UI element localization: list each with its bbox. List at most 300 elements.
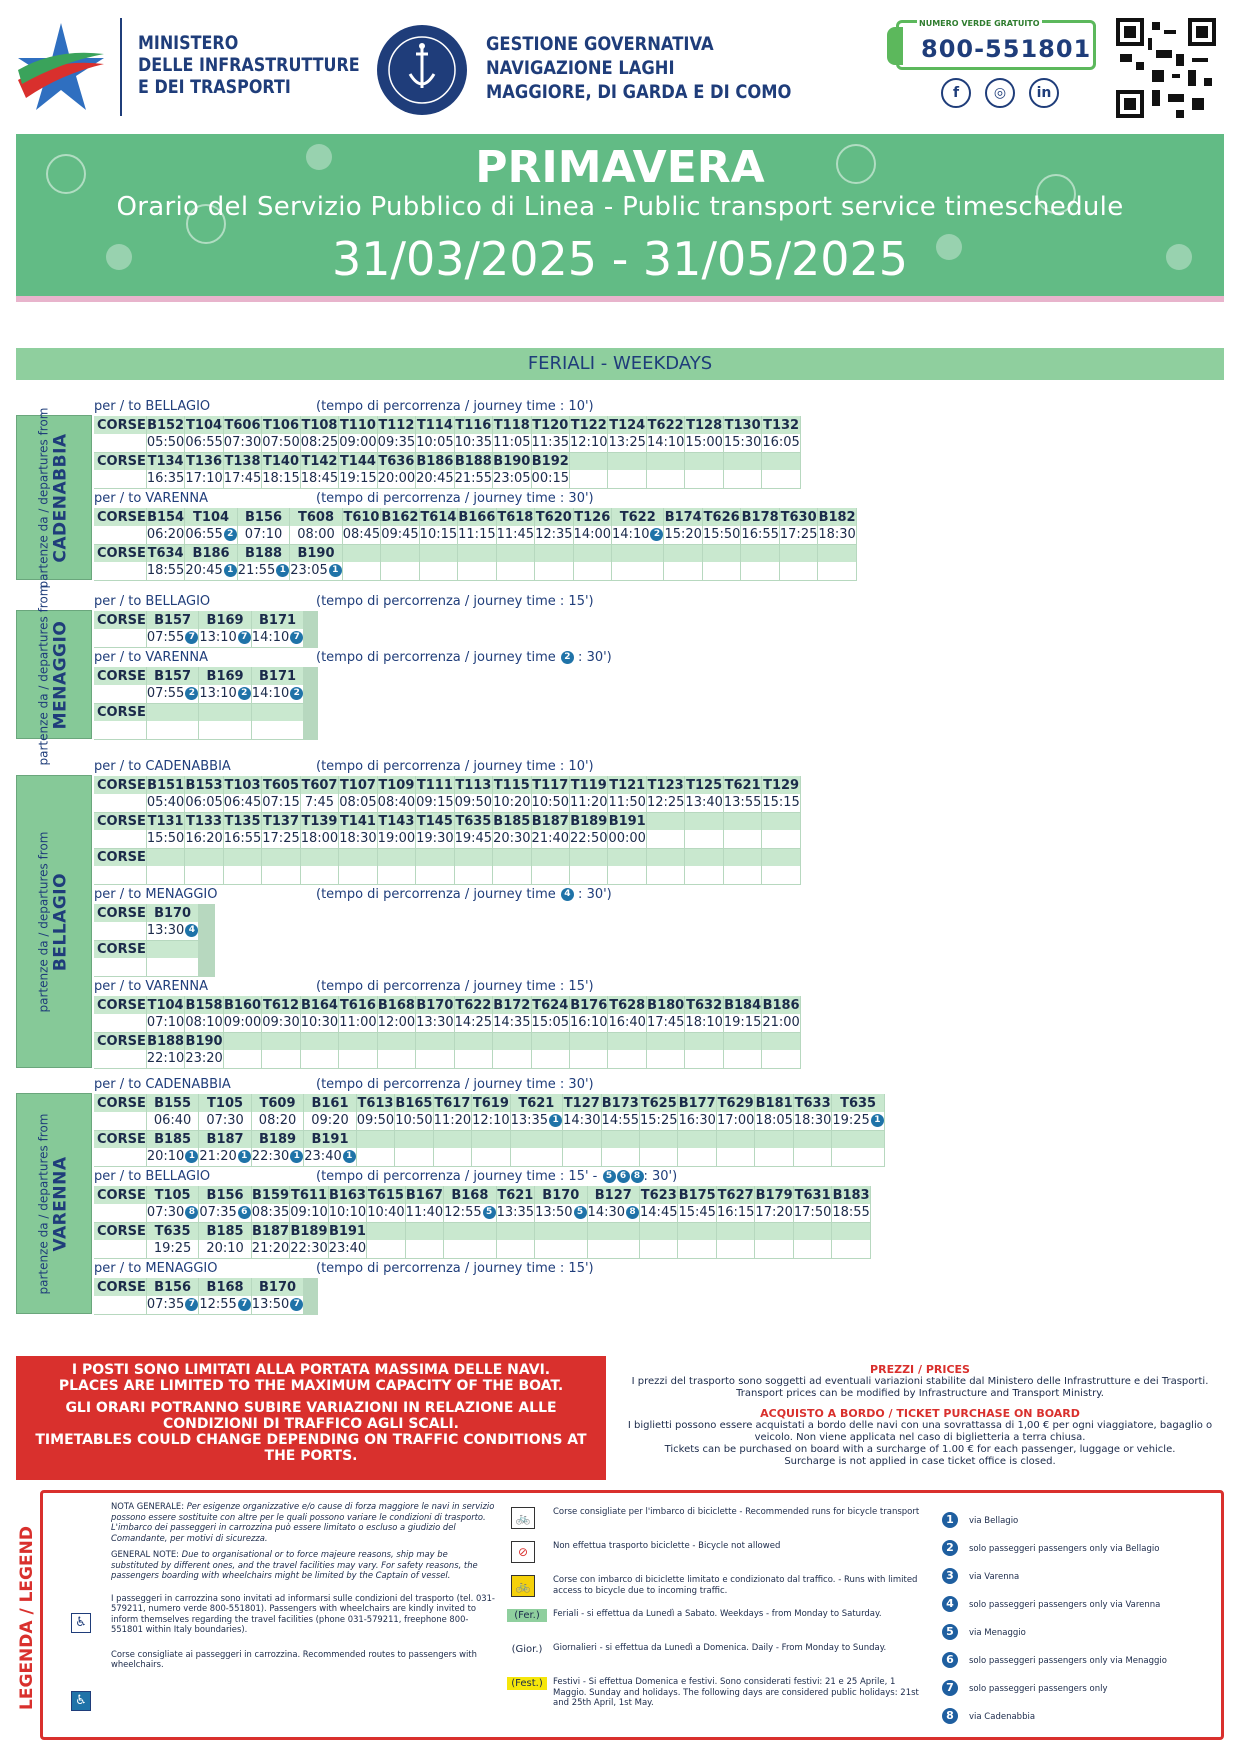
run-code: T606 — [224, 417, 261, 433]
run-code: B190 — [493, 453, 531, 469]
run-code — [723, 452, 761, 470]
facebook-icon[interactable]: f — [941, 78, 971, 108]
run-code — [608, 848, 646, 866]
departure-time — [608, 470, 646, 488]
run-code: B188 — [237, 544, 289, 562]
departure-time: 20:10 — [199, 1240, 251, 1258]
run-code — [832, 1130, 884, 1148]
run-code — [339, 848, 377, 866]
run-code: T629 — [717, 1095, 754, 1111]
departure-time: 10:50 — [395, 1113, 433, 1129]
qr-code[interactable] — [1116, 18, 1216, 118]
giornalieri-tag: (Gior.) — [511, 1644, 543, 1655]
departure-time: 11:00 — [339, 1015, 377, 1031]
run-code: T143 — [378, 813, 415, 829]
departure-time: 14:10 7 — [251, 629, 303, 647]
run-code: B191 — [304, 1130, 356, 1148]
route-note-badge: 5 — [603, 1170, 616, 1183]
departure-time: 11:35 — [531, 435, 570, 451]
run-code — [587, 1222, 639, 1240]
run-code: T125 — [686, 777, 723, 793]
run-code — [496, 1222, 534, 1240]
row-label: CORSE — [94, 611, 146, 629]
run-code: T120 — [532, 417, 569, 433]
company-name: GESTIONE GOVERNATIVA NAVIGAZIONE LAGHI MAGGIORE, DI GARDA E DI COMO — [486, 33, 792, 103]
run-code: T123 — [647, 777, 684, 793]
departure-time — [377, 1050, 415, 1068]
run-code: B170 — [251, 1278, 303, 1296]
departure-time: 18:05 — [755, 1113, 793, 1129]
route-note-badge: 7 — [185, 631, 198, 644]
run-code: T607 — [301, 777, 338, 793]
timetable-grid — [94, 508, 857, 581]
departure-time: 17:00 — [716, 1113, 755, 1129]
departure-time: 16:35 — [146, 471, 185, 487]
run-code: T631 — [794, 1187, 831, 1203]
departure-time: 22:30 — [290, 1241, 328, 1257]
route-heading: per / to BELLAGIO (tempo di percorrenza / journey time : 15') — [94, 594, 594, 609]
departure-time: 18:00 — [300, 831, 339, 847]
departure-time — [570, 1050, 608, 1068]
route-note-badge: 1 — [185, 1150, 198, 1163]
run-code: B161 — [304, 1094, 356, 1112]
departure-time: 12:25 — [646, 795, 685, 811]
departure-time: 07:15 — [262, 795, 300, 811]
run-code — [405, 1222, 443, 1240]
run-code: T122 — [570, 417, 607, 433]
run-code — [395, 1130, 433, 1148]
run-code: T622 — [612, 508, 664, 526]
row-label: CORSE — [94, 904, 146, 922]
run-code: T106 — [262, 417, 299, 433]
departure-time — [678, 1148, 716, 1166]
departure-time: 14:30 — [563, 1113, 601, 1129]
run-code — [755, 1130, 793, 1148]
toll-free-number[interactable]: NUMERO VERDE GRATUITO 800-551801 — [896, 20, 1096, 70]
route-note-badge: 7 — [238, 1298, 251, 1311]
departure-time — [395, 1148, 433, 1166]
timetable-grid — [94, 667, 318, 740]
row-label: CORSE — [94, 1094, 146, 1112]
run-code: T111 — [416, 777, 453, 793]
route-note-badge: 6 — [238, 1206, 251, 1219]
run-code: T118 — [493, 417, 530, 433]
run-code — [454, 1032, 492, 1050]
run-code: T623 — [640, 1187, 677, 1203]
departure-time: 20:00 — [377, 471, 416, 487]
run-code — [146, 703, 198, 721]
run-code — [377, 848, 415, 866]
run-code: B151 — [147, 777, 185, 793]
run-code: B186 — [416, 453, 454, 469]
departure-time: 09:45 — [381, 527, 419, 543]
departure-time: 11:20 — [570, 795, 608, 811]
departure-time — [678, 1240, 716, 1258]
run-code: T621 — [510, 1094, 562, 1112]
departure-time: 09:35 — [377, 435, 416, 451]
run-code — [300, 848, 338, 866]
run-code — [199, 703, 251, 721]
departure-time: 13:50 7 — [251, 1296, 303, 1314]
run-code: T634 — [147, 545, 184, 561]
departure-time — [563, 1148, 601, 1166]
departure-time: 19:00 — [377, 831, 416, 847]
run-code — [640, 1130, 678, 1148]
run-code: T626 — [703, 509, 740, 525]
timetable-grid — [94, 611, 318, 648]
run-code — [723, 848, 761, 866]
departure-time — [214, 922, 215, 940]
run-code — [762, 812, 800, 830]
departure-time — [317, 685, 318, 703]
departure-time: 07:30 — [223, 435, 262, 451]
run-code: B163 — [328, 1187, 366, 1203]
departure-time: 13:35 1 — [510, 1112, 562, 1130]
run-code: T619 — [472, 1095, 509, 1111]
departure-time — [793, 1240, 831, 1258]
route-note-badge: 1 — [343, 1150, 356, 1163]
run-code: B153 — [185, 777, 223, 793]
run-code — [185, 848, 223, 866]
departure-time — [755, 1148, 793, 1166]
run-code: T613 — [357, 1095, 394, 1111]
departure-time — [755, 1240, 793, 1258]
run-code: T620 — [535, 509, 572, 525]
departure-time — [381, 562, 419, 580]
festivi-tag: (Fest.) — [507, 1677, 547, 1690]
departure-time — [818, 562, 856, 580]
departure-time: 18:55 — [146, 563, 185, 579]
run-code: T138 — [224, 453, 261, 469]
departure-time — [608, 1050, 646, 1068]
run-code: T103 — [224, 777, 261, 793]
departure-time — [472, 1148, 510, 1166]
departure-time: 15:00 — [685, 435, 723, 451]
run-code — [716, 1222, 754, 1240]
row-label: CORSE — [94, 667, 146, 685]
season-dates: 31/03/2025 - 31/05/2025 — [331, 232, 909, 286]
run-code: T105 — [199, 1094, 251, 1112]
run-code: B180 — [647, 997, 685, 1013]
run-code — [685, 812, 723, 830]
departure-time: 08:20 — [251, 1112, 303, 1130]
run-code: B171 — [251, 611, 303, 629]
run-code: T116 — [455, 417, 492, 433]
run-code — [570, 1032, 608, 1050]
run-code — [762, 848, 800, 866]
run-code: B159 — [252, 1187, 290, 1203]
run-code: T141 — [339, 813, 376, 829]
route-note-badge: 8 — [185, 1206, 198, 1219]
run-code: B170 — [146, 904, 198, 922]
departure-time — [146, 958, 198, 976]
departure-time: 09:15 — [416, 795, 454, 811]
run-code: B156 — [199, 1186, 251, 1204]
run-code: T615 — [367, 1187, 404, 1203]
run-code — [640, 1222, 678, 1240]
run-code — [723, 1032, 761, 1050]
run-code — [416, 848, 454, 866]
departure-time: 14:10 2 — [612, 526, 664, 544]
departure-time — [601, 1148, 639, 1166]
run-code: T622 — [455, 997, 492, 1013]
departure-port-label: partenze da / departures from VARENNA — [16, 1093, 92, 1314]
departure-time: 17:25 — [779, 527, 818, 543]
run-code — [678, 1222, 716, 1240]
timetable-grid — [94, 1278, 318, 1315]
departure-time: 09:00 — [339, 435, 377, 451]
run-code — [612, 544, 664, 562]
route-heading: per / to VARENNA (tempo di percorrenza / journey time : 15') — [94, 979, 594, 994]
route-note-badge: 8 — [626, 1206, 639, 1219]
departure-time — [646, 470, 684, 488]
departure-time — [493, 866, 531, 884]
no-bicycle-icon: ⊘ — [511, 1541, 535, 1563]
departure-time — [646, 866, 684, 884]
departure-time: 09:20 — [304, 1112, 356, 1130]
departure-time — [685, 830, 723, 848]
departure-time: 15:45 — [678, 1205, 716, 1221]
row-label: CORSE — [94, 776, 146, 794]
run-code: T622 — [647, 417, 684, 433]
departure-time: 23:20 — [185, 1051, 223, 1067]
departure-time: 08:35 — [251, 1205, 290, 1221]
route-note-badge: 5 — [483, 1206, 496, 1219]
run-code: B127 — [587, 1186, 639, 1204]
prices-info: PREZZI / PRICES I prezzi del trasporto sono soggetti ad eventuali variazioni stabilite dal Ministero delle Infrastrutture e dei Trasporti. Transport prices can be modified by Infrastructure and Transport Ministry. ACQUISTO A BORDO / TICKET PURCHASE ON BOARD I biglietti possono essere acquistati a bordo delle navi con una sovrattassa di 1,00 € per ogni viaggiatore, bagaglio o veicolo. Non viene applicata nel caso di biglietteria a terra chiusa. Tickets can be purchased on board with a surcharge of 1.00 € for each passenger, luggage or vehicle. Surcharge is not applied in case ticket office is closed. — [627, 1363, 1213, 1467]
departure-time: 18:15 — [262, 471, 300, 487]
departure-time: 16:15 — [716, 1205, 755, 1221]
row-label: CORSE — [94, 996, 146, 1014]
run-code — [531, 848, 569, 866]
weekdays-heading: FERIALI - WEEKDAYS — [16, 348, 1224, 380]
departure-time — [458, 562, 496, 580]
departure-time: 16:10 — [570, 1015, 608, 1031]
run-code: B184 — [724, 997, 762, 1013]
run-code: T145 — [416, 813, 453, 829]
run-code: B156 — [237, 508, 289, 526]
departure-time: 06:45 — [223, 795, 262, 811]
departure-time — [832, 1240, 870, 1258]
departure-time: 7:45 — [300, 794, 338, 812]
run-code: T136 — [186, 453, 223, 469]
departure-time: 14:55 — [601, 1113, 640, 1129]
departure-time — [214, 958, 215, 976]
row-label: CORSE — [94, 1186, 146, 1204]
route-note-badge: 2 — [290, 687, 303, 700]
timetable-grid — [94, 1094, 885, 1167]
run-code — [793, 1222, 831, 1240]
route-note-badge: 7 — [185, 1298, 198, 1311]
timetable-grid — [94, 904, 215, 977]
departure-time: 08:40 — [377, 795, 416, 811]
departure-time — [723, 1050, 761, 1068]
run-code: T616 — [339, 997, 376, 1013]
departure-time: 19:25 1 — [832, 1112, 884, 1130]
departure-time: 07:10 — [237, 526, 289, 544]
run-code — [317, 667, 318, 685]
departure-time — [640, 1148, 678, 1166]
ministry-star-logo — [16, 18, 106, 118]
run-code: B167 — [405, 1187, 443, 1203]
run-code — [262, 1032, 300, 1050]
departure-time: 15:30 — [723, 435, 762, 451]
run-code — [535, 1222, 587, 1240]
departure-time: 11:05 — [493, 435, 531, 451]
departure-time: 14:25 — [454, 1015, 493, 1031]
run-code — [223, 1032, 261, 1050]
departure-time — [762, 830, 800, 848]
run-code: B188 — [147, 1033, 185, 1049]
departure-time — [587, 1240, 639, 1258]
run-code: B155 — [146, 1094, 198, 1112]
departure-time: 11:20 — [433, 1113, 472, 1129]
departure-time — [185, 866, 223, 884]
run-code: B192 — [531, 453, 569, 469]
wheelchair-recommended-icon: ♿ — [71, 1691, 91, 1711]
run-code: B157 — [146, 667, 198, 685]
run-code: T610 — [343, 509, 380, 525]
run-code: B187 — [531, 813, 569, 829]
navigazione-seal-logo — [376, 24, 468, 116]
run-code: T105 — [146, 1186, 198, 1204]
departure-time: 12:55 7 — [199, 1296, 251, 1314]
run-code: B182 — [818, 509, 856, 525]
departure-time: 15:20 — [664, 527, 702, 543]
departure-time — [570, 866, 608, 884]
departure-time: 20:45 — [416, 471, 454, 487]
run-code — [535, 544, 573, 562]
departure-time: 00:15 — [531, 471, 570, 487]
run-code: B185 — [199, 1222, 251, 1240]
departure-time: 19:30 — [416, 831, 454, 847]
departure-time: 18:55 — [832, 1205, 870, 1221]
linkedin-icon[interactable]: in — [1029, 78, 1059, 108]
run-code: T104 — [186, 417, 223, 433]
route-note-badge: 2 — [238, 687, 251, 700]
row-label: CORSE — [94, 940, 146, 958]
route-note-badge: 1 — [238, 1150, 251, 1163]
route-heading: per / to BELLAGIO (tempo di percorrenza / journey time : 10') — [94, 399, 594, 414]
departure-port-label: partenze da / departures from CADENABBIA — [16, 415, 92, 580]
run-code: T630 — [780, 509, 817, 525]
run-code: T617 — [434, 1095, 471, 1111]
run-code: B191 — [328, 1223, 366, 1239]
departure-time: 14:10 — [646, 435, 685, 451]
timetable-grid — [94, 1186, 871, 1259]
route-note-badge: 7 — [238, 631, 251, 644]
run-code — [723, 812, 761, 830]
row-label: CORSE — [94, 812, 146, 830]
route-note-badge: 2 — [561, 651, 574, 664]
departure-time: 16:30 — [678, 1113, 716, 1129]
departure-time: 15:25 — [640, 1113, 678, 1129]
departure-time: 12:10 — [472, 1113, 510, 1129]
departure-time: 21:40 — [531, 831, 570, 847]
ministry-name: MINISTERO DELLE INFRASTRUTTURE E DEI TRASPORTI — [138, 32, 360, 98]
departure-time — [146, 866, 184, 884]
run-code: T142 — [301, 453, 338, 469]
departure-time — [779, 562, 817, 580]
run-code: T130 — [724, 417, 761, 433]
departure-time: 09:30 — [262, 1015, 300, 1031]
run-code: T128 — [686, 417, 723, 433]
run-code: B166 — [458, 509, 496, 525]
departure-time: 09:00 — [223, 1015, 262, 1031]
route-note-badge: 1 — [329, 564, 342, 577]
route-heading: per / to VARENNA (tempo di percorrenza / journey time : 30') — [94, 491, 594, 506]
run-code — [317, 703, 318, 721]
run-code — [416, 1032, 454, 1050]
run-code: B157 — [146, 611, 198, 629]
departure-time — [535, 1240, 587, 1258]
instagram-icon[interactable]: ◎ — [985, 78, 1015, 108]
departure-time: 10:10 — [328, 1205, 367, 1221]
general-note: NOTA GENERALE: Per esigenze organizzative e/o cause di forza maggiore le navi in servizio possono essere sostituite con altre per le quali possono variare le condizioni di trasporto. L'imbarco dei passeggeri in carrozzina può essere limitato o escluso a giudizio del Comandante, per motivi di sicurezza. GENERAL NOTE: Due to organisational or to force majeure reasons, ship may be substituted by different ones, and the travel facilities may vary. For safety reasons, the passengers boarding with wheelchairs might be limited by the Captain of vessel. I passeggeri in carrozzina sono invitati ad informarsi sulle condizioni del trasporto (tel. 031-579211, numero verde 800-551801). Passengers with wheelchairs are kindly invited to inform themselves regarding the travel facilities (phone 031-579211, freephone 800-551801 within Italy boundaries). Corse consigliate ai passeggeri in carrozzina. Recommended routes to passengers with wheelchairs. — [111, 1501, 495, 1669]
run-code: T132 — [763, 417, 800, 433]
departure-time: 07:30 8 — [146, 1204, 198, 1222]
run-code: T635 — [146, 1222, 198, 1240]
run-code: B158 — [185, 997, 223, 1013]
run-code — [419, 544, 457, 562]
departure-time — [762, 470, 800, 488]
departure-time: 10:30 — [300, 1015, 339, 1031]
run-code — [762, 1032, 800, 1050]
departure-time — [262, 1050, 300, 1068]
departure-time — [223, 1050, 261, 1068]
run-code — [531, 1032, 569, 1050]
run-code: T121 — [609, 777, 646, 793]
departure-time — [199, 721, 251, 739]
departure-time — [317, 1296, 318, 1314]
departure-time: 18:30 — [793, 1113, 832, 1129]
departure-time: 09:50 — [356, 1113, 395, 1129]
run-code: B170 — [535, 1186, 587, 1204]
legend-symbols: 🚲 Corse consigliate per l'imbarco di biciclette - Recommended runs for bicycle transport ⊘ Non effettua trasporto biciclette - Bicycle not allowed 🚲 Corse con imbarco di biciclette limitato e condizionato dal traffico. - Runs with limited access to bicycle due to incoming traffic. (Fer.) Feriali - si effettua da Lunedì a Sabato. Weekdays - from Monday to Saturday. (Gior.) Giornalieri - si effettua da Lunedì a Domenica. Daily - From Monday to Sunday. (Fest.) Festivi - Si effettua Domenica e festivi. Sono considerati festivi: 21 e 25 Aprile, 1 Maggio. Sunday and holidays. The following days are considered public holidays: 21st and 25th April, 1st May. — [507, 1507, 927, 1713]
departure-time — [640, 1240, 678, 1258]
route-note-badge: 1 — [276, 564, 289, 577]
row-label: CORSE — [94, 848, 146, 866]
departure-time: 23:40 — [328, 1241, 367, 1257]
run-code — [458, 544, 496, 562]
departure-time: 13:40 — [685, 795, 723, 811]
departure-time: 07:55 7 — [146, 629, 198, 647]
run-code: T605 — [262, 777, 299, 793]
departure-time — [223, 866, 261, 884]
departure-time — [716, 1240, 754, 1258]
departure-time: 05:40 — [146, 795, 185, 811]
departure-time — [741, 562, 779, 580]
route-note-badge: 1 — [224, 564, 237, 577]
departure-time: 11:45 — [496, 527, 535, 543]
wheelchair-icon: ♿ — [71, 1613, 91, 1633]
run-code: T140 — [262, 453, 299, 469]
departure-time: 17:50 — [793, 1205, 832, 1221]
run-code: T112 — [378, 417, 415, 433]
departure-time: 12:35 — [535, 527, 573, 543]
departure-time — [685, 470, 723, 488]
divider — [120, 18, 122, 116]
run-code: T139 — [301, 813, 338, 829]
social-links — [941, 78, 1059, 108]
capacity-warning: I POSTI SONO LIMITATI ALLA PORTATA MASSIMA DELLE NAVI. PLACES ARE LIMITED TO THE MAXIMUM CAPACITY OF THE BOAT. GLI ORARI POTRANNO SUBIRE VARIAZIONI IN RELAZIONE ALLE CONDIZIONI DI TRAFFICO AGLI SCALI. TIMETABLES COULD CHANGE DEPENDING ON TRAFFIC CONDITIONS AT THE PORTS. — [16, 1356, 606, 1480]
run-code — [356, 1130, 394, 1148]
run-code: T104 — [185, 508, 237, 526]
departure-time — [612, 562, 664, 580]
run-code — [214, 940, 215, 958]
departure-time: 08:00 — [290, 526, 342, 544]
departure-time: 19:45 — [454, 831, 493, 847]
